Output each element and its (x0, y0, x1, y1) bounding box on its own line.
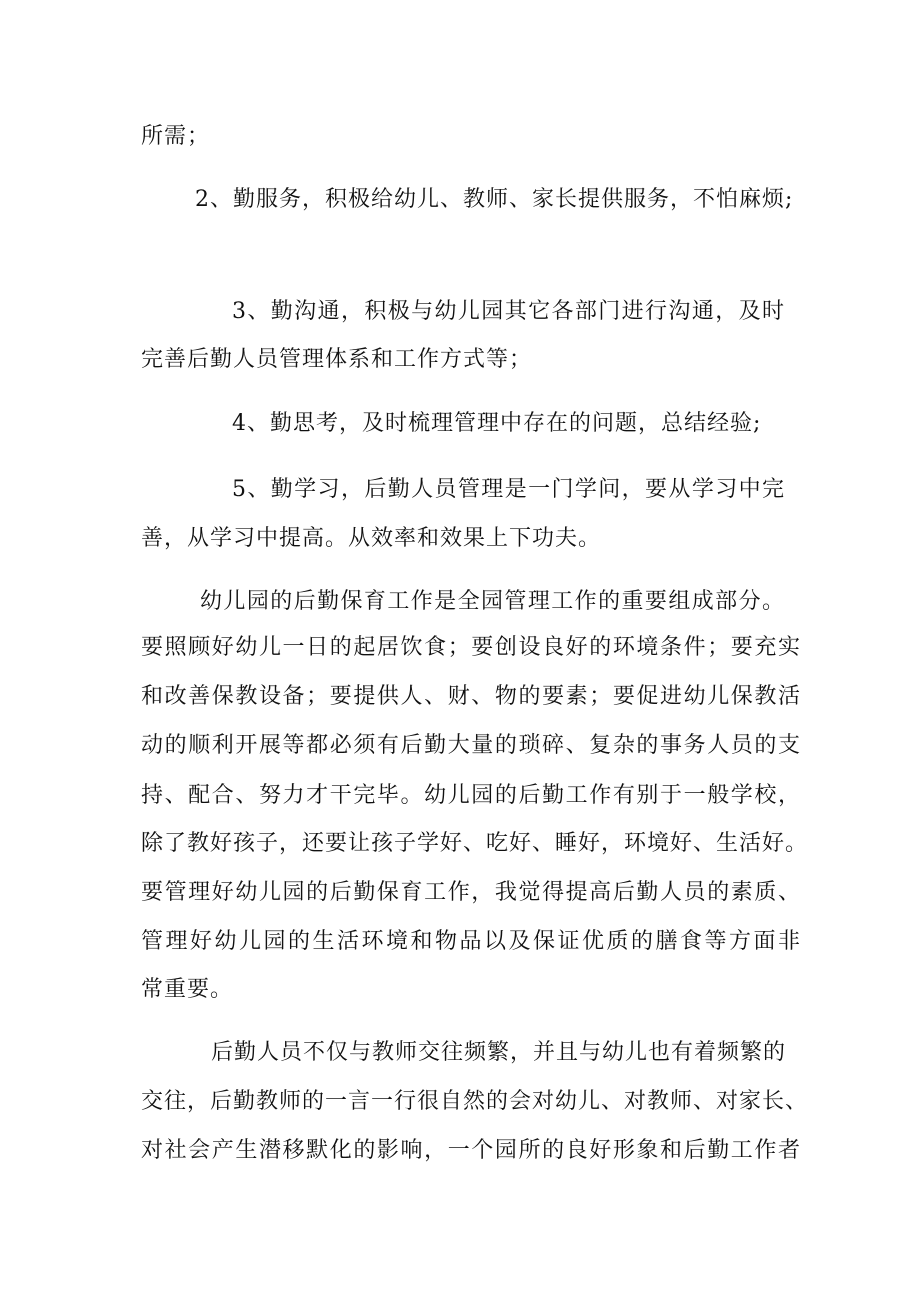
text-line: 对社会产生潜移默化的影响，一个园所的良好形象和后勤工作者 (141, 1138, 801, 1163)
list-item-2: 2、勤服务，积极给幼儿、教师、家长提供服务，不怕麻烦; (195, 187, 794, 212)
text-line: 和改善保教设备；要提供人、财、物的要素；要促进幼儿保教活 (141, 684, 801, 709)
list-item-3: 3、勤沟通，积极与幼儿园其它各部门进行沟通，及时 (232, 299, 785, 324)
text-line: 动的顺利开展等都必须有后勤大量的琐碎、复杂的事务人员的支 (141, 733, 801, 758)
text-line: 善，从学习中提高。从效率和效果上下功夫。 (141, 526, 602, 551)
paragraph-start: 幼儿园的后勤保育工作是全园管理工作的重要组成部分。 (200, 589, 785, 614)
text-line: 要管理好幼儿园的后勤保育工作，我觉得提高后勤人员的素质、 (141, 880, 801, 905)
text-line: 常重要。 (141, 977, 234, 1002)
text-line: 要照顾好幼儿一日的起居饮食；要创设良好的环境条件；要充实 (141, 635, 801, 660)
list-item-5: 5、勤学习，后勤人员管理是一门学问，要从学习中完 (232, 477, 785, 502)
text-line: 管理好幼儿园的生活环境和物品以及保证优质的膳食等方面非 (141, 929, 801, 954)
paragraph-start: 后勤人员不仅与教师交往频繁，并且与幼儿也有着频繁的 (211, 1040, 787, 1065)
list-item-4: 4、勤思考，及时梳理管理中存在的问题，总结经验; (232, 411, 762, 436)
text-line: 交往，后勤教师的一言一行很自然的会对幼儿、对教师、对家长、 (141, 1089, 809, 1114)
text-line: 完善后勤人员管理体系和工作方式等； (141, 347, 533, 372)
text-line: 持、配合、努力才干完毕。幼儿园的后勤工作有别于一般学校， (141, 783, 801, 808)
text-line: 所需； (141, 124, 211, 149)
text-line: 除了教好孩子，还要让孩子学好、吃好、睡好，环境好、生活好。 (141, 831, 809, 856)
